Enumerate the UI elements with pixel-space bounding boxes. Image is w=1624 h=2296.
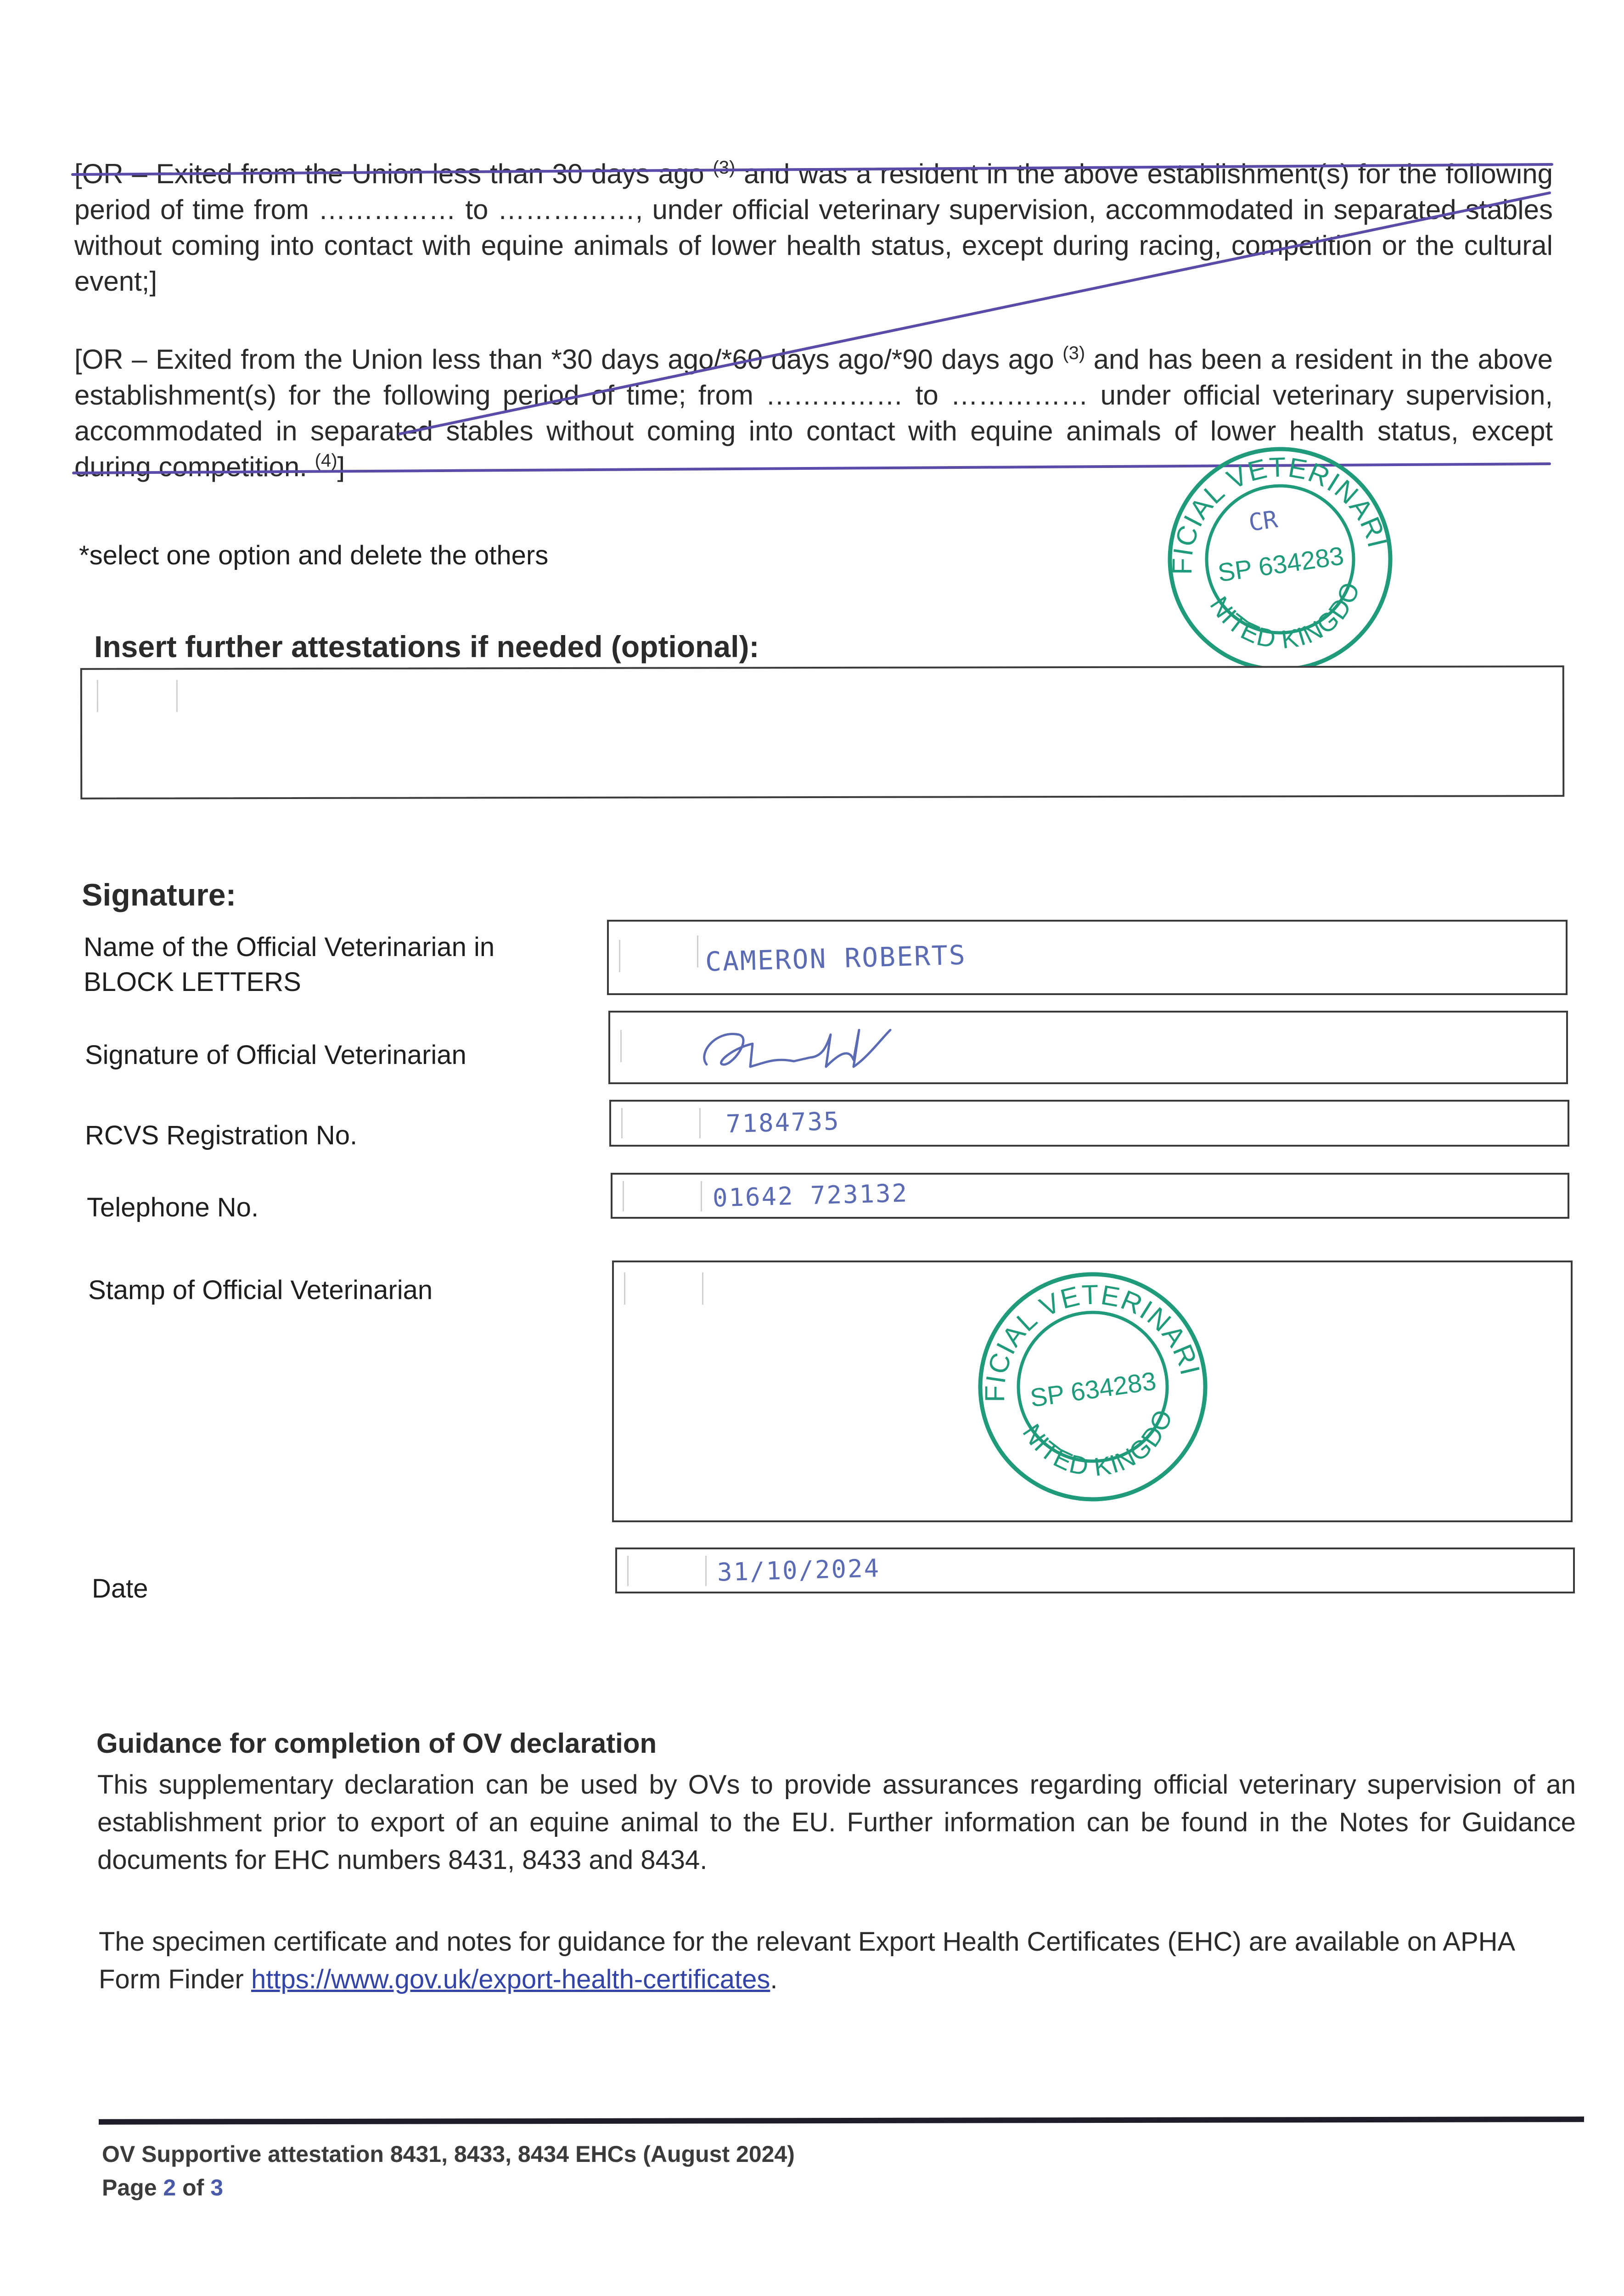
date-field[interactable] xyxy=(615,1548,1575,1593)
footnote-ref: (4) xyxy=(315,450,337,471)
select-option-note: *select one option and delete the others xyxy=(79,540,549,570)
paragraph-text: [OR – Exited from the Union less than *30 days ago/*60 days ago/*90 days ago xyxy=(74,344,1063,375)
telephone-label: Telephone No. xyxy=(87,1193,259,1222)
rcvs-value: 7184735 xyxy=(725,1106,841,1139)
stamp-ring-bottom-text: UNITED KINGDOM xyxy=(1017,1405,1178,1482)
date-label: Date xyxy=(92,1574,148,1604)
footer-title: OV Supportive attestation 8431, 8433, 8434 EHCs (August 2024) xyxy=(102,2141,795,2167)
further-attestations-heading: Insert further attestations if needed (optional): xyxy=(94,630,759,664)
field-tick xyxy=(621,1108,623,1138)
paragraph-text: [OR – Exited from the Union less than 30 days ago xyxy=(74,158,713,189)
strike-through-marks xyxy=(0,0,1624,505)
guidance-text: The specimen certificate and notes for guidance for the relevant Export Health Certificates (EHC) are available on APHA Form Finder xyxy=(99,1927,1514,1994)
stamp-ring-top-text: OFFICIAL VETERINARIAN xyxy=(1167,451,1394,575)
stamp-ring-bottom-text: UNITED KINGDOM xyxy=(1204,577,1366,654)
official-veterinarian-stamp-bottom xyxy=(960,1261,1226,1518)
guidance-text: This supplementary declaration can be used by OVs to provide assurances regarding official veterinary supervision of an establishment prior to export of an equine animal to the EU. Further information can be found in the Notes for Guidance documents for EHC numbers 8431, 8433 and 8434. xyxy=(97,1770,1576,1875)
field-tick xyxy=(623,1181,624,1211)
name-label xyxy=(84,930,495,1000)
footer-rule xyxy=(99,2116,1584,2125)
name-label-line2: BLOCK LETTERS xyxy=(84,967,301,997)
guidance-text: . xyxy=(770,1964,778,1994)
field-tick xyxy=(705,1556,707,1586)
signature-field[interactable] xyxy=(608,1011,1568,1084)
field-tick xyxy=(697,935,698,968)
rcvs-field[interactable] xyxy=(609,1100,1569,1147)
guidance-paragraph-1 xyxy=(97,1766,1576,1879)
guidance-paragraph-2 xyxy=(99,1923,1577,1998)
name-value: CAMERON ROBERTS xyxy=(705,939,967,978)
handwritten-signature xyxy=(688,1021,927,1080)
field-tick xyxy=(699,1108,701,1138)
rcvs-label: RCVS Registration No. xyxy=(85,1120,358,1150)
page-of: of xyxy=(176,2175,211,2200)
name-label-line1: Name of the Official Veterinarian in xyxy=(84,932,495,962)
name-field[interactable] xyxy=(607,920,1568,995)
footnote-ref: (3) xyxy=(713,158,736,178)
field-tick xyxy=(620,1030,622,1062)
footnote-ref: (3) xyxy=(1062,343,1085,363)
export-health-certificates-link[interactable]: https://www.gov.uk/export-health-certificates xyxy=(251,1964,770,1994)
field-tick xyxy=(97,680,98,712)
field-tick xyxy=(701,1181,702,1211)
page-current: 2 xyxy=(163,2175,176,2200)
strike-line-2 xyxy=(399,193,1550,434)
stamp-number: SP 634283 xyxy=(1028,1366,1158,1412)
stamp-initials: CR xyxy=(1247,506,1280,537)
guidance-heading: Guidance for completion of OV declaration xyxy=(96,1728,657,1759)
paragraph-text: ] xyxy=(337,451,345,482)
signature-label: Signature of Official Veterinarian xyxy=(85,1040,466,1070)
field-tick xyxy=(624,1272,625,1305)
page-word: Page xyxy=(102,2175,163,2200)
field-tick xyxy=(702,1272,703,1305)
date-value: 31/10/2024 xyxy=(717,1553,881,1587)
stamp-ring-top-text: OFFICIAL VETERINARIAN xyxy=(979,1279,1206,1402)
further-attestations-box[interactable] xyxy=(80,665,1564,799)
stamp-label: Stamp of Official Veterinarian xyxy=(88,1275,433,1305)
telephone-field[interactable] xyxy=(611,1173,1569,1219)
footer-page-number xyxy=(102,2174,223,2201)
official-veterinarian-stamp-top xyxy=(1147,435,1413,683)
telephone-value: 01642 723132 xyxy=(712,1178,909,1213)
field-tick xyxy=(176,680,178,712)
page-total: 3 xyxy=(210,2175,224,2200)
signature-heading: Signature: xyxy=(82,878,236,912)
strike-line-1 xyxy=(73,164,1552,174)
stamp-number: SP 634283 xyxy=(1216,540,1346,587)
field-tick xyxy=(619,940,620,972)
paragraph-text: and has been a resident in the above establishment(s) for the following period of time; from …………… to …………… under official veterinary supervision, accommodated in separated stables without coming into contact with equine animals of lower health status, except during competition. xyxy=(74,344,1553,482)
paragraph-text: and was a resident in the above establishment(s) for the following period of time from …………… to ……………, under official veterinary supervision, accommodated in separated stables without coming into contact with equine animals of lower health status, except during racing, competition or the cultural event;] xyxy=(74,158,1553,297)
field-tick xyxy=(627,1556,629,1586)
